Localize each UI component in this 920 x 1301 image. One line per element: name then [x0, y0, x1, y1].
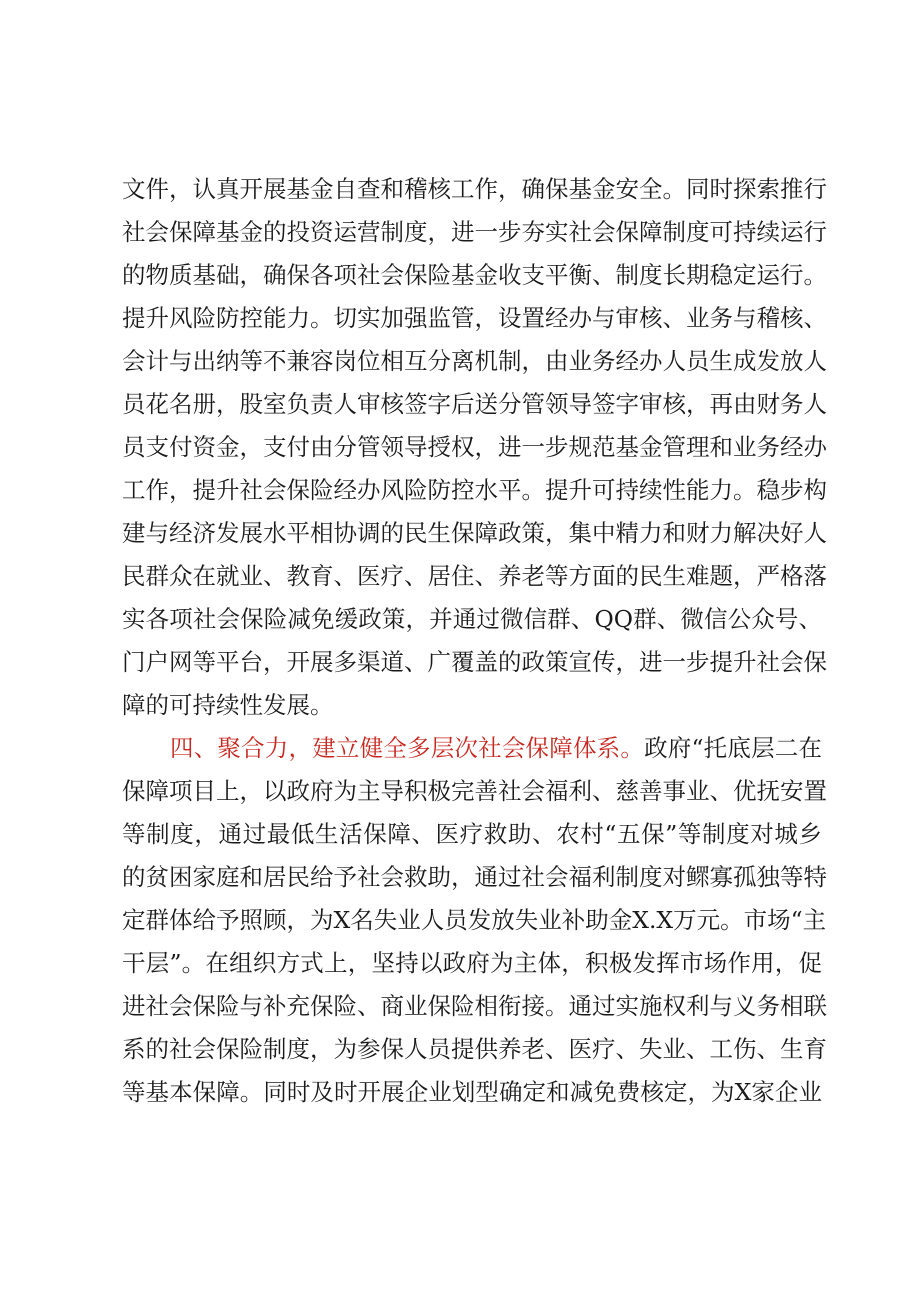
- text-line: 进社会保险与补充保险、商业保险相衔接。通过实施权利与义务相联: [122, 992, 827, 1020]
- text-line: 员支付资金，支付由分管领导授权，进一步规范基金管理和业务经办: [122, 433, 827, 461]
- text-line: 的贫困家庭和居民给予社会救助，通过社会福利制度对鳏寡孤独等特: [122, 863, 827, 891]
- text-line: 民群众在就业、教育、医疗、居住、养老等方面的民生难题，严格落: [122, 562, 827, 590]
- text-line: 等基本保障。同时及时开展企业划型确定和减免费核定，为X家企业: [122, 1078, 822, 1106]
- paragraph-heading-line: [122, 727, 822, 770]
- text-line: 建与经济发展水平相协调的民生保障政策，集中精力和财力解决好人: [122, 519, 827, 547]
- text-line: 的物质基础，确保各项社会保险基金收支平衡、制度长期稳定运行。: [122, 261, 827, 289]
- text-line: 门户网等平台，开展多渠道、广覆盖的政策宣传，进一步提升社会保: [122, 648, 827, 676]
- text-line: 障的可持续性发展。: [122, 691, 334, 719]
- text-line: 提升风险防控能力。切实加强监管，设置经办与审核、业务与稽核、: [122, 304, 827, 332]
- paragraph-1: [122, 168, 827, 727]
- text-line: 定群体给予照顾，为X名失业人员发放失业补助金X.X万元。市场“主: [122, 906, 827, 934]
- text-line: 工作，提升社会保险经办风险防控水平。提升可持续性能力。稳步构: [122, 476, 827, 504]
- text-line: 保障项目上，以政府为主导积极完善社会福利、慈善事业、优抚安置: [122, 777, 827, 805]
- paragraph-2: [122, 727, 827, 1114]
- text-line: 干层”。在组织方式上，坚持以政府为主体，积极发挥市场作用，促: [122, 949, 822, 977]
- document-body: [122, 168, 827, 1114]
- heading-line-continuation: 政府“托底层二在: [644, 734, 822, 762]
- text-line: 员花名册，股室负责人审核签字后送分管领导签字审核，再由财务人: [122, 390, 827, 418]
- text-line: 会计与出纳等不兼容岗位相互分离机制，由业务经办人员生成发放人: [122, 347, 827, 375]
- text-line: 实各项社会保险减免缓政策，并通过微信群、QQ群、微信公众号、: [122, 605, 822, 633]
- section-heading: 四、聚合力，建立健全多层次社会保障体系。: [170, 734, 645, 762]
- text-line: 等制度，通过最低生活保障、医疗救助、农村“五保”等制度对城乡: [122, 820, 822, 848]
- text-line: 社会保障基金的投资运营制度，进一步夯实社会保障制度可持续运行: [122, 218, 827, 246]
- text-line: 文件，认真开展基金自查和稽核工作，确保基金安全。同时探索推行: [122, 175, 827, 203]
- text-line: 系的社会保险制度，为参保人员提供养老、医疗、失业、工伤、生育: [122, 1035, 827, 1063]
